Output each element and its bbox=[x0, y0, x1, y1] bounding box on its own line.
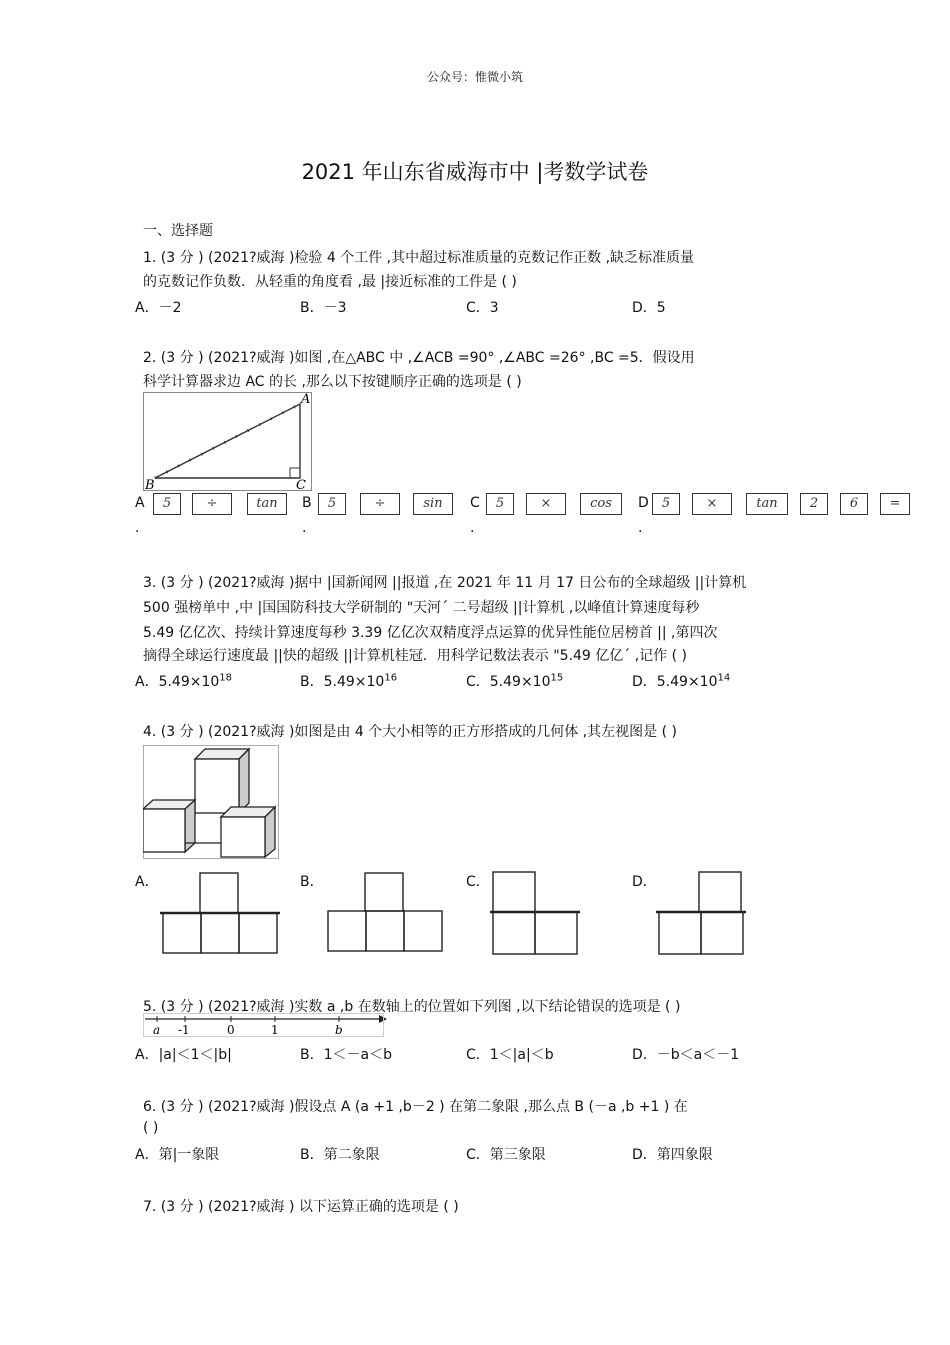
q2-b-key-5: 5 bbox=[318, 493, 346, 515]
q4-option-d-figure bbox=[656, 870, 746, 958]
left-cube-front bbox=[143, 809, 185, 852]
q4-option-b-letter: B． bbox=[300, 874, 324, 890]
q3-option-a-base: A．5.49×10 bbox=[135, 674, 220, 690]
q2-option-c-letter: C bbox=[470, 495, 480, 511]
q3-option-d-exp: 14 bbox=[717, 672, 731, 684]
q1-option-b: B．－3 bbox=[300, 300, 347, 316]
q3-option-c-base: C．5.49×10 bbox=[466, 674, 551, 690]
q3-option-b-base: B．5.49×10 bbox=[300, 674, 385, 690]
q2-option-c-dot: . bbox=[470, 520, 475, 536]
q6-option-c: C．第三象限 bbox=[466, 1147, 546, 1163]
axis-label-one: 1 bbox=[271, 1023, 279, 1037]
q5-option-d: D．－b＜a＜－1 bbox=[632, 1047, 740, 1063]
axis-label-b: b bbox=[335, 1023, 343, 1037]
q2-d-key-tan: tan bbox=[746, 493, 788, 515]
q4-option-d-letter: D． bbox=[632, 874, 657, 890]
triangle-abc bbox=[155, 404, 300, 478]
axis-label-minus-one: -1 bbox=[178, 1023, 190, 1037]
q6-option-a: A．第|一象限 bbox=[135, 1147, 220, 1163]
q2-c-key-multiply: × bbox=[526, 493, 566, 515]
q3-stem-line4: 摘得全球运行速度最 ||快的超级 ||计算机桂冠．用科学记数法表示 "5.49 亿亿ˊ ,记作 ( ) bbox=[143, 648, 688, 664]
number-line-figure bbox=[143, 1013, 388, 1037]
q4-stem-line1: 4. (3 分 ) (2021?威海 )如图是由 4 个大小相等的正方形搭成的几何体 ,其左视图是 ( ) bbox=[143, 724, 677, 740]
q6-stem-line2: ( ) bbox=[143, 1120, 159, 1136]
vertex-b-label: B bbox=[145, 478, 155, 492]
q2-a-key-divide: ÷ bbox=[192, 493, 232, 515]
q5-option-b: B．1＜－a＜b bbox=[300, 1047, 392, 1063]
q3-option-d-base: D．5.49×10 bbox=[632, 674, 718, 690]
q2-d-key-5: 5 bbox=[652, 493, 680, 515]
q1-option-d: D．5 bbox=[632, 300, 666, 316]
q5-stem-line1: 5. (3 分 ) (2021?威海 )实数 a ,b 在数轴上的位置如下列图 ,以下结论错误的选项是 ( ) bbox=[143, 999, 681, 1015]
right-angle-mark bbox=[290, 468, 300, 478]
page-header: 公众号：惟微小筑 bbox=[426, 70, 523, 84]
axis-label-zero: 0 bbox=[227, 1023, 235, 1037]
q2-d-key-multiply: × bbox=[692, 493, 732, 515]
q2-c-key-cos: cos bbox=[580, 493, 622, 515]
q3-option-c bbox=[466, 671, 563, 691]
q6-stem-line1: 6. (3 分 ) (2021?威海 )假设点 A (a +1 ,b－2 ) 在第二象限 ,那么点 B (－a ,b +1 ) 在 bbox=[143, 1099, 688, 1115]
triangle-figure bbox=[143, 392, 315, 492]
q4-option-a-letter: A． bbox=[135, 874, 159, 890]
q4-option-c-figure bbox=[490, 870, 580, 958]
axis-label-a: a bbox=[153, 1023, 161, 1037]
q2-a-key-5: 5 bbox=[153, 493, 181, 515]
q4-option-b-figure bbox=[325, 871, 445, 957]
q3-option-a-exp: 18 bbox=[219, 672, 233, 684]
top-cube-side bbox=[239, 749, 249, 813]
q4-option-c-letter: C． bbox=[466, 874, 490, 890]
q1-option-a: A．－2 bbox=[135, 300, 182, 316]
q1-stem-line2: 的克数记作负数．从轻重的角度看 ,最 |接近标准的工件是 ( ) bbox=[143, 274, 517, 290]
q1-option-c: C．3 bbox=[466, 300, 499, 316]
q6-option-d: D．第四象限 bbox=[632, 1147, 713, 1163]
q2-a-key-tan: tan bbox=[247, 493, 287, 515]
q2-stem-line1: 2. (3 分 ) (2021?威海 )如图 ,在△ABC 中 ,∠ACB =90° ,∠ABC =26° ,BC =5．假设用 bbox=[143, 350, 695, 366]
q3-stem-line2: 500 强榜单中 ,中 |国国防科技大学研制的 "天河ˊ 二号超级 ||计算机 ,以峰值计算速度每秒 bbox=[143, 600, 700, 616]
q3-stem-line1: 3. (3 分 ) (2021?威海 )据中 |国新闻网 ||报道 ,在 2021 年 11 月 17 日公布的全球超级 ||计算机 bbox=[143, 575, 747, 591]
q2-stem-line2: 科学计算器求边 AC 的长 ,那么以下按键顺序正确的选项是 ( ) bbox=[143, 374, 522, 390]
vertex-a-label: A bbox=[301, 392, 311, 407]
q6-option-b: B．第二象限 bbox=[300, 1147, 380, 1163]
q2-option-d-dot: . bbox=[638, 520, 643, 536]
top-cube-front bbox=[195, 759, 239, 813]
q3-option-b bbox=[300, 671, 397, 691]
q7-stem-line1: 7. (3 分 ) (2021?威海 ) 以下运算正确的选项是 ( ) bbox=[143, 1199, 459, 1215]
q2-b-key-sin: sin bbox=[413, 493, 453, 515]
q2-b-key-divide: ÷ bbox=[360, 493, 400, 515]
vertex-c-label: C bbox=[296, 478, 306, 492]
q2-d-key-equals: = bbox=[880, 493, 910, 515]
q3-option-b-exp: 16 bbox=[384, 672, 398, 684]
section-heading: 一、选择题 bbox=[143, 223, 213, 239]
q2-c-key-5: 5 bbox=[486, 493, 514, 515]
cubes-figure bbox=[143, 745, 281, 861]
q3-option-d bbox=[632, 671, 730, 691]
q2-d-key-2: 2 bbox=[800, 493, 828, 515]
q4-option-a-figure bbox=[160, 871, 280, 957]
q2-option-b-dot: . bbox=[302, 520, 307, 536]
q5-option-a: A．|a|＜1＜|b| bbox=[135, 1047, 232, 1063]
q3-stem-line3: 5.49 亿亿次、持续计算速度每秒 3.39 亿亿次双精度浮点运算的优异性能位居榜首 || ,第四次 bbox=[143, 625, 718, 641]
left-cube-side bbox=[185, 800, 195, 852]
right-cube-front bbox=[221, 817, 265, 857]
q3-option-a bbox=[135, 671, 232, 691]
page-title: 2021 年山东省威海市中 |考数学试卷 bbox=[301, 160, 649, 184]
q2-option-d-letter: D bbox=[638, 495, 649, 511]
q2-option-a-letter: A bbox=[135, 495, 145, 511]
q5-option-c: C．1＜|a|＜b bbox=[466, 1047, 554, 1063]
q2-d-key-6: 6 bbox=[840, 493, 868, 515]
q2-option-a-dot: . bbox=[135, 520, 140, 536]
q2-option-b-letter: B bbox=[302, 495, 312, 511]
q1-stem-line1: 1. (3 分 ) (2021?威海 )检验 4 个工件 ,其中超过标准质量的克数记作正数 ,缺乏标准质量 bbox=[143, 250, 695, 266]
q3-option-c-exp: 15 bbox=[550, 672, 564, 684]
